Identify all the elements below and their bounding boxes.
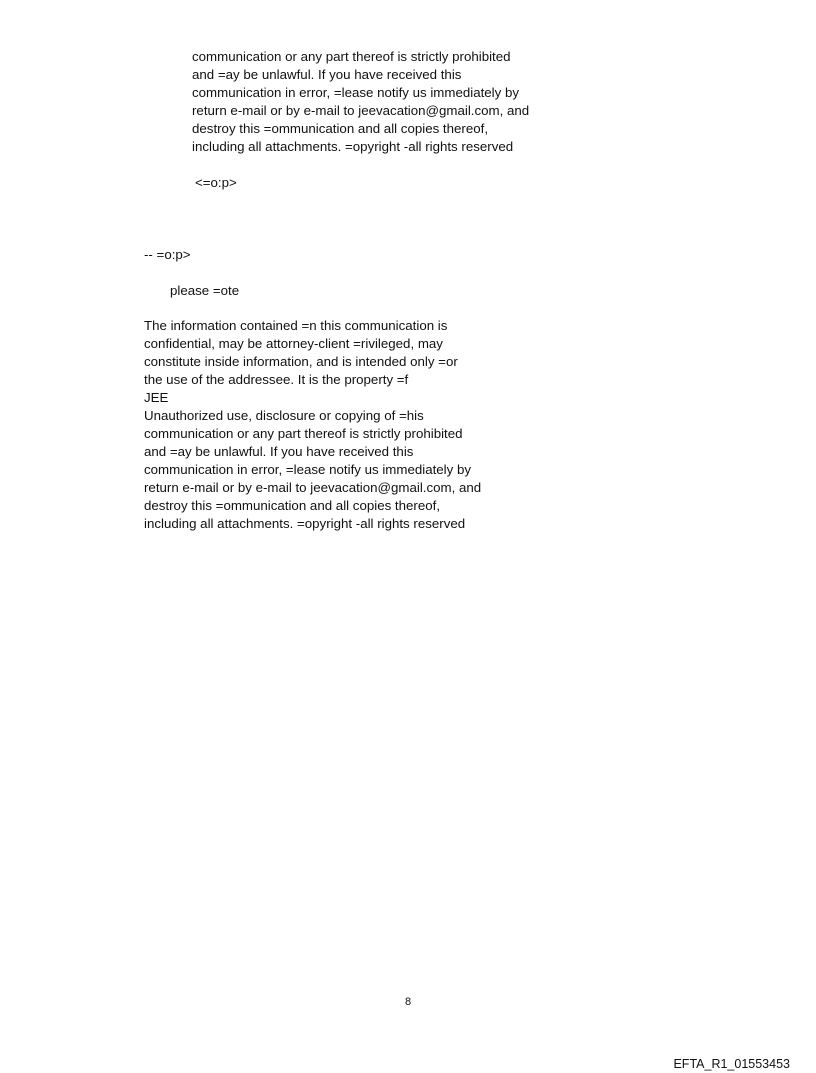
page-number: 8 — [404, 996, 412, 1008]
indented-disclaimer-block — [192, 48, 529, 156]
disclaimer-line: the use of the addressee. It is the property =f — [144, 372, 409, 387]
disclaimer-line: constitute inside information, and is intended only =or — [144, 354, 458, 369]
disclaimer-line: destroy this =ommunication and all copies thereof, — [192, 121, 489, 136]
disclaimer-line: and =ay be unlawful. If you have received this — [144, 444, 414, 459]
disclaimer-line: communication in error, =lease notify us immediately by — [144, 462, 472, 477]
markup-tag-line: <=o:p> — [195, 175, 237, 190]
document-id: EFTA_R1_01553453 — [673, 1057, 790, 1071]
disclaimer-line: return e-mail or by e-mail to jeevacation@gmail.com, and — [144, 480, 482, 495]
separator-line: -- =o:p> — [144, 247, 191, 262]
disclaimer-line: including all attachments. =opyright -all rights reserved — [192, 139, 514, 154]
disclaimer-line: including all attachments. =opyright -all rights reserved — [144, 516, 466, 531]
disclaimer-line: communication in error, =lease notify us immediately by — [192, 85, 520, 100]
main-disclaimer-block — [144, 317, 481, 533]
disclaimer-line: JEE — [144, 390, 169, 405]
disclaimer-line: The information contained =n this communication is — [144, 318, 448, 333]
please-note-line: please =ote — [170, 283, 240, 298]
disclaimer-line: destroy this =ommunication and all copies thereof, — [144, 498, 441, 513]
disclaimer-line: communication or any part thereof is strictly prohibited — [144, 426, 463, 441]
disclaimer-line: and =ay be unlawful. If you have received this — [192, 67, 462, 82]
disclaimer-line: Unauthorized use, disclosure or copying of =his — [144, 408, 424, 423]
disclaimer-line: confidential, may be attorney-client =rivileged, may — [144, 336, 443, 351]
disclaimer-line: return e-mail or by e-mail to jeevacation@gmail.com, and — [192, 103, 530, 118]
disclaimer-line: communication or any part thereof is strictly prohibited — [192, 49, 511, 64]
